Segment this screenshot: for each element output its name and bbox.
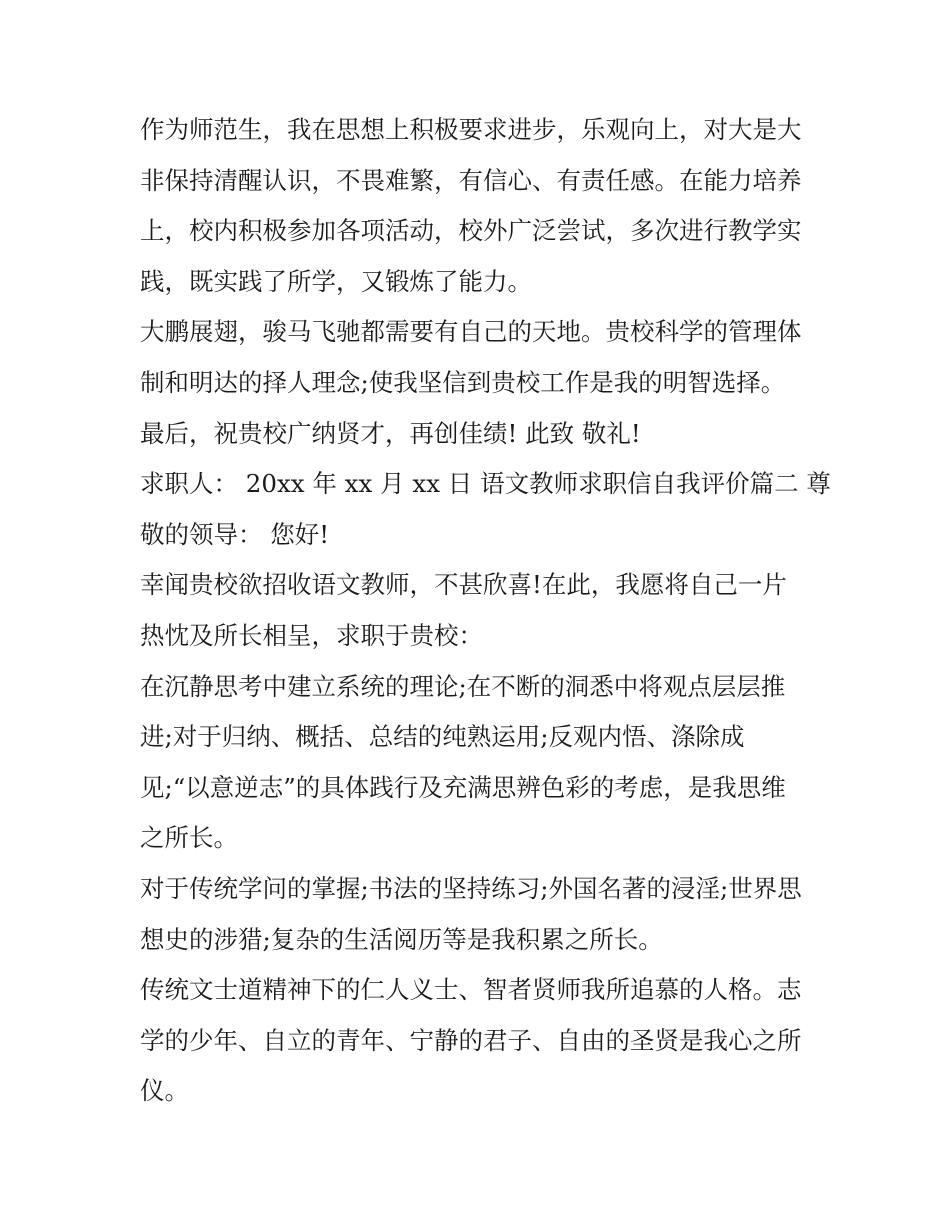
text-line: 学的少年、自立的青年、宁静的君子、自由的圣贤是我心之所 bbox=[140, 1025, 802, 1055]
text-line: 对于传统学问的掌握;书法的坚持练习;外国名著的浸淫;世界思 bbox=[140, 873, 802, 903]
paragraph-signature-and-salutation bbox=[140, 459, 831, 560]
text-line: 幸闻贵校欲招收语文教师，不甚欣喜!在此，我愿将自己一片 bbox=[140, 570, 787, 600]
text-line: 在沉静思考中建立系统的理论;在不断的洞悉中将观点层层推 bbox=[140, 671, 786, 701]
text-line: 制和明达的择人理念;使我坚信到贵校工作是我的明智选择。 bbox=[140, 367, 786, 397]
text-line: 进;对于归纳、概括、总结的纯熟运用;反观内悟、涤除成 bbox=[140, 722, 745, 752]
paragraph-self-evaluation bbox=[140, 105, 812, 307]
text-line: 非保持清醒认识，不畏难繁，有信心、有责任感。在能力培养 bbox=[140, 165, 802, 195]
text-line: 大鹏展翅，骏马飞驰都需要有自己的天地。贵校科学的管理体 bbox=[140, 317, 802, 347]
text-line: 仪。 bbox=[140, 1076, 189, 1106]
paragraph-ideal-personality bbox=[140, 965, 812, 1117]
text-line: 敬的领导： 您好! bbox=[140, 519, 330, 549]
text-line: 求职人： 20xx 年 xx 月 xx 日 语文教师求职信自我评价篇二 尊 bbox=[140, 469, 831, 499]
paragraph-closing bbox=[140, 409, 812, 460]
paragraph-thinking-strengths bbox=[140, 662, 812, 864]
text-line: 热忱及所长相呈，求职于贵校： bbox=[140, 620, 483, 650]
text-line: 见;“以意逆志”的具体践行及充满思辨色彩的考虑，是我思维 bbox=[140, 772, 786, 802]
text-line: 最后，祝贵校广纳贤才，再创佳绩! 此致 敬礼! bbox=[140, 418, 641, 448]
paragraph-school-choice bbox=[140, 307, 812, 408]
text-line: 想史的涉猎;复杂的生活阅历等是我积累之所长。 bbox=[140, 924, 663, 954]
text-line: 践，既实践了所学，又锻炼了能力。 bbox=[140, 266, 532, 296]
document-body bbox=[140, 105, 831, 1117]
text-line: 之所长。 bbox=[140, 823, 238, 853]
text-line: 作为师范生，我在思想上积极要求进步，乐观向上，对大是大 bbox=[140, 115, 802, 144]
paragraph-accumulation-strengths bbox=[140, 864, 812, 965]
text-line: 传统文士道精神下的仁人义士、智者贤师我所追慕的人格。志 bbox=[140, 975, 802, 1005]
text-line: 上，校内积极参加各项活动，校外广泛尝试，多次进行教学实 bbox=[140, 216, 802, 246]
paragraph-introduction bbox=[140, 560, 812, 661]
